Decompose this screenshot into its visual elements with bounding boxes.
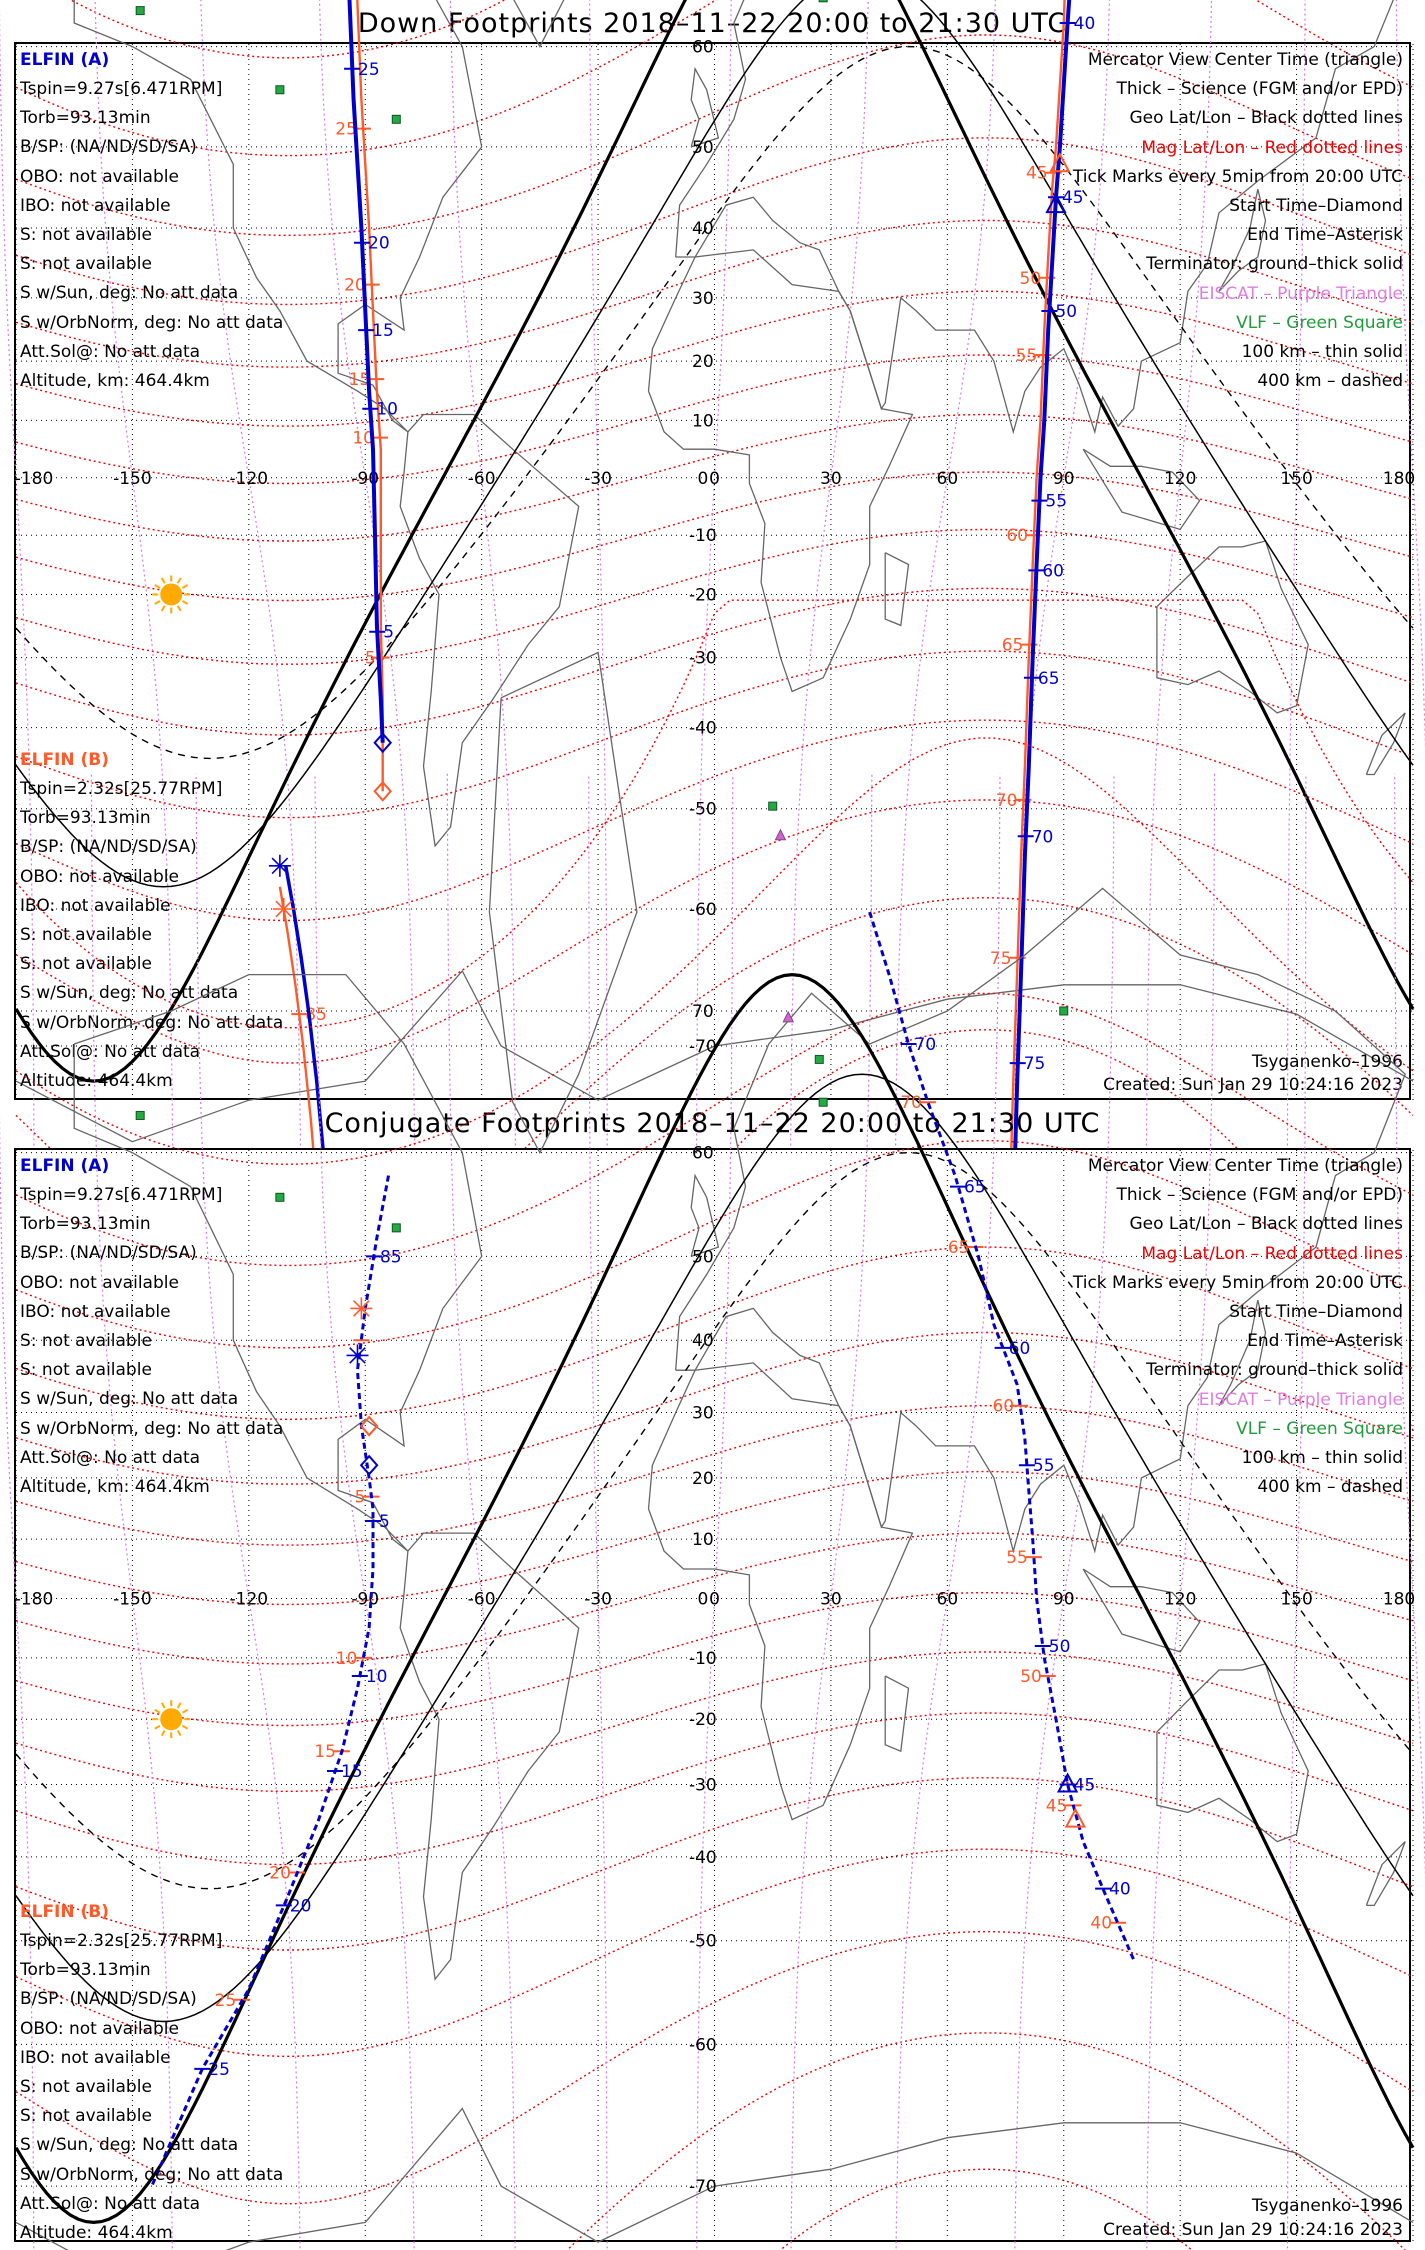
- elfin-b-info-line: IBO: not available: [20, 2047, 171, 2068]
- lat-tick-label: 60: [692, 1143, 714, 1164]
- legend-entry: Start Time–Diamond: [1229, 1302, 1403, 1322]
- coastline: [1083, 1569, 1199, 1652]
- elfin-a-label: ELFIN (A): [20, 50, 110, 70]
- sun-ray: [162, 606, 165, 611]
- lat-tick-label: -50: [688, 799, 717, 820]
- elfin-b-info-line: IBO: not available: [20, 895, 171, 916]
- time-tick-label: 5: [354, 1487, 366, 1508]
- legend-entry: Terminator: ground–thick solid: [1146, 254, 1403, 275]
- elfin-a-info-line: Torb=93.13min: [20, 108, 151, 129]
- elfin-b-info-line: Tspin=2.32s[25.77RPM]: [20, 779, 223, 799]
- sun-ray: [155, 585, 160, 588]
- elfin-a-info-line: S: not available: [20, 254, 152, 275]
- elfin-b-info-line: S w/Sun, deg: No att data: [20, 983, 239, 1004]
- elfin-a-info-line: S w/Sun, deg: No att data: [20, 1389, 239, 1410]
- lat-tick-label: 30: [692, 288, 714, 309]
- elfin-b-info-line: S w/Sun, deg: No att data: [20, 2135, 239, 2156]
- sun-ray: [155, 1726, 160, 1729]
- legend-entry: Mercator View Center Time (triangle): [1087, 50, 1403, 70]
- time-tick-label: 40: [1109, 1879, 1131, 1900]
- lon-tick-label: -150: [113, 1589, 152, 1610]
- sun-icon: [152, 575, 190, 613]
- elfin-b-info-line: B/SP: (NA/ND/SD/SA): [20, 1989, 197, 2010]
- lon-tick-label: 30: [820, 1589, 842, 1610]
- coastline: [885, 553, 908, 626]
- sun-ray: [178, 1730, 181, 1735]
- lat-tick-label: -40: [688, 718, 717, 739]
- time-tick-label: 15: [314, 1742, 336, 1763]
- elfin-a-info-line: S: not available: [20, 1360, 152, 1381]
- model-credit: Tsyganenko–1996: [1251, 1052, 1403, 1072]
- time-tick-label: 55: [1032, 1456, 1055, 1477]
- legend-entry: Mag Lat/Lon – Red dotted lines: [1141, 1243, 1403, 1264]
- time-tick-label: 50: [1048, 1636, 1071, 1657]
- sun-ray: [162, 578, 165, 583]
- coastline: [649, 250, 913, 692]
- elfin-a-info-line: S: not available: [20, 225, 152, 245]
- lat-tick-label: 20: [692, 352, 714, 373]
- coastline: [649, 1363, 913, 1820]
- lon-tick-label: -30: [584, 1589, 612, 1610]
- end-asterisk: [273, 898, 295, 920]
- end-asterisk: [346, 1344, 368, 1366]
- elfin-b-info-line: S w/OrbNorm, deg: No att data: [20, 1012, 284, 1033]
- sun-ray: [178, 578, 181, 583]
- time-tick-label: 20: [344, 275, 366, 296]
- coastline: [1366, 1842, 1405, 1906]
- lon-tick-label: 150: [1280, 468, 1313, 489]
- time-tick-label: 60: [1006, 526, 1028, 547]
- mag-lat-line: [16, 720, 1413, 920]
- elfin-b-label: ELFIN (B): [20, 750, 110, 770]
- elfin-a-label: ELFIN (A): [20, 1156, 110, 1176]
- legend-entry: Start Time–Diamond: [1229, 196, 1403, 216]
- elfin-a-info-line: Altitude, km: 464.4km: [20, 371, 210, 391]
- elfin-a-info-line: Altitude, km: 464.4km: [20, 1477, 210, 1497]
- sun-ray: [162, 1703, 165, 1708]
- legend-entry: 100 km – thin solid: [1241, 1448, 1403, 1468]
- time-tick-label: 10: [352, 428, 374, 449]
- time-tick-label: 25: [208, 2059, 230, 2080]
- lon-tick-label: 120: [1163, 1589, 1197, 1610]
- lon-tick-label: 90: [1052, 468, 1075, 489]
- elfin-a-info-line: OBO: not available: [20, 1272, 179, 1293]
- time-tick-label: 10: [365, 1667, 388, 1688]
- time-tick-label: 55: [1006, 1548, 1028, 1569]
- lat-tick-label: 10: [692, 1530, 714, 1551]
- time-tick-label: 45: [1045, 1796, 1068, 1817]
- lon-tick-label: -120: [229, 1589, 269, 1610]
- elfin-a-info-line: IBO: not available: [20, 1301, 171, 1322]
- lat-tick-label: 40: [692, 218, 714, 239]
- elfin-b-label: ELFIN (B): [20, 1902, 110, 1922]
- lat-tick-label: -40: [688, 1847, 717, 1868]
- vlf-square: [1060, 1007, 1068, 1015]
- sun-ray: [155, 601, 160, 604]
- vlf-square: [769, 802, 777, 810]
- legend-entry: EISCAT – Purple Triangle: [1198, 283, 1403, 304]
- vlf-square: [136, 1111, 144, 1119]
- lat-tick-label: 10: [692, 411, 714, 432]
- lat-tick-label: 50: [692, 1247, 714, 1268]
- time-tick-label: 60: [1042, 561, 1064, 582]
- vlf-square: [276, 1193, 284, 1201]
- end-asterisk: [269, 855, 291, 877]
- elfin-b-info-line: Torb=93.13min: [20, 1960, 151, 1981]
- time-tick-label: 70: [914, 1034, 937, 1055]
- lon-tick-label: 150: [1280, 1589, 1313, 1610]
- coastline: [1366, 713, 1405, 775]
- time-tick-label: 5: [379, 1512, 390, 1533]
- lon-tick-label: -90: [351, 468, 380, 489]
- lat-tick-label: -60: [688, 899, 717, 920]
- mag-lat-line: [16, 288, 1413, 426]
- time-tick-label: 40: [1073, 13, 1096, 34]
- lon-tick-label: 180: [1382, 1589, 1416, 1610]
- lon-tick-label: 60: [936, 468, 959, 489]
- lon-tick-label: 60: [936, 1589, 959, 1610]
- lon-tick-label: -180: [14, 468, 54, 489]
- lat-tick-label: -30: [688, 1775, 717, 1796]
- panel-title: Down Footprints 2018–11–22 20:00 to 21:30 UTC: [357, 8, 1068, 39]
- sun-ray: [155, 1710, 160, 1713]
- lat-tick-label: -70: [688, 1037, 717, 1058]
- time-tick-label: 60: [992, 1396, 1015, 1417]
- elfin-a-info-line: Tspin=9.27s[6.471RPM]: [20, 79, 223, 99]
- lat-tick-label: 0: [697, 1589, 709, 1610]
- time-tick-label: 45: [1026, 163, 1048, 184]
- lon-tick-label: 0: [709, 468, 720, 489]
- lat-tick-label: -70: [688, 2177, 717, 2198]
- lon-tick-label: -120: [229, 468, 269, 489]
- created-timestamp: Created: Sun Jan 29 10:24:16 2023: [1103, 1075, 1403, 1095]
- elfin-a-info-line: Torb=93.13min: [20, 1214, 151, 1235]
- lat-tick-label: -60: [688, 2035, 717, 2056]
- time-tick-label: 75: [1023, 1054, 1046, 1075]
- elfin-b-info-line: Altitude: 464.4km: [20, 2223, 173, 2243]
- legend-entry: End Time–Asterisk: [1247, 225, 1403, 246]
- legend-entry: VLF – Green Square: [1236, 1418, 1403, 1439]
- vlf-square: [276, 86, 284, 94]
- orbit-track: [152, 1176, 389, 2187]
- elfin-b-info-line: Torb=93.13min: [20, 808, 151, 829]
- legend-entry: VLF – Green Square: [1236, 312, 1403, 333]
- sun-ray: [182, 585, 187, 588]
- time-tick-label: 45: [1061, 188, 1084, 209]
- sun-ray: [162, 1730, 165, 1735]
- vlf-square: [136, 7, 144, 15]
- lon-tick-label: -180: [14, 1589, 54, 1610]
- elfin-a-info-line: Att.Sol@: No att data: [20, 341, 201, 362]
- time-tick-label: 50: [1055, 301, 1078, 322]
- elfin-a-info-line: OBO: not available: [20, 166, 179, 187]
- lon-tick-label: 180: [1382, 468, 1416, 489]
- start-diamond: [361, 1456, 377, 1474]
- lat-tick-label: -10: [688, 526, 717, 547]
- vlf-square: [819, 0, 827, 2]
- time-tick-label: 75: [989, 948, 1012, 969]
- coastline: [1157, 541, 1308, 713]
- time-tick-label: 25: [214, 1990, 237, 2011]
- elfin-b-info-line: S: not available: [20, 925, 152, 945]
- created-timestamp: Created: Sun Jan 29 10:24:16 2023: [1103, 2220, 1403, 2240]
- elfin-b-info-line: Att.Sol@: No att data: [20, 1041, 201, 1062]
- vlf-square: [815, 1055, 823, 1063]
- legend-entry: End Time–Asterisk: [1247, 1331, 1403, 1352]
- lat-tick-label: 70: [692, 1001, 714, 1022]
- legend-entry: Thick – Science (FGM and/or EPD): [1116, 1185, 1403, 1206]
- elfin-a-info-line: S w/Sun, deg: No att data: [20, 283, 239, 304]
- time-tick-label: 70: [995, 790, 1018, 811]
- time-tick-label: 50: [1020, 1667, 1042, 1688]
- time-tick-label: 70: [1031, 827, 1054, 848]
- elfin-b-info-line: S w/OrbNorm, deg: No att data: [20, 2164, 284, 2185]
- lat-tick-label: -20: [688, 585, 717, 606]
- legend-entry: 400 km – dashed: [1257, 1477, 1403, 1498]
- legend-entry: Geo Lat/Lon – Black dotted lines: [1129, 1214, 1403, 1235]
- legend-entry: Geo Lat/Lon – Black dotted lines: [1129, 108, 1403, 129]
- sun-disc: [160, 1708, 182, 1730]
- panel-title: Conjugate Footprints 2018–11–22 20:00 to 21:30 UTC: [324, 1108, 1101, 1139]
- elfin-b-info-line: Altitude: 464.4km: [20, 1071, 173, 1091]
- time-tick-label: 55: [1015, 345, 1038, 366]
- legend-entry: Mag Lat/Lon – Red dotted lines: [1141, 137, 1403, 158]
- time-tick-label: 60: [1008, 1338, 1031, 1359]
- sun-ray: [178, 606, 181, 611]
- time-tick-label: 15: [340, 1762, 363, 1783]
- time-tick-label: 5: [364, 648, 376, 669]
- time-tick-label: 65: [1001, 635, 1024, 656]
- lat-tick-label: -50: [688, 1931, 717, 1952]
- vlf-square: [392, 115, 400, 123]
- elfin-b-info-line: Att.Sol@: No att data: [20, 2193, 201, 2214]
- time-tick-label: 65: [964, 1177, 986, 1198]
- lon-tick-label: -60: [467, 1589, 496, 1610]
- elfin-a-info-line: S w/OrbNorm, deg: No att data: [20, 1418, 284, 1439]
- sun-disc: [160, 583, 182, 605]
- lat-tick-label: -30: [688, 648, 717, 669]
- legend-entry: Terminator: ground–thick solid: [1146, 1360, 1403, 1381]
- legend-entry: Mercator View Center Time (triangle): [1087, 1156, 1403, 1176]
- time-tick-label: 10: [335, 1648, 358, 1669]
- model-credit: Tsyganenko–1996: [1251, 2196, 1403, 2216]
- legend-entry: EISCAT – Purple Triangle: [1198, 1389, 1403, 1410]
- lat-tick-label: 60: [692, 37, 714, 58]
- sun-ray: [182, 601, 187, 604]
- time-tick-label: 85: [305, 1005, 327, 1026]
- lon-tick-label: 30: [820, 468, 842, 489]
- elfin-a-info-line: Tspin=9.27s[6.471RPM]: [20, 1185, 223, 1205]
- lat-tick-label: -10: [688, 1648, 717, 1669]
- time-tick-label: 55: [1045, 491, 1068, 512]
- legend-entry: 400 km – dashed: [1257, 371, 1403, 392]
- lat-tick-label: 30: [692, 1403, 714, 1424]
- sun-ray: [182, 1710, 187, 1713]
- lat-tick-label: 40: [692, 1331, 714, 1352]
- sun-ray: [182, 1726, 187, 1729]
- lon-tick-label: -90: [351, 1589, 380, 1610]
- elfin-b-info-line: S: not available: [20, 954, 152, 975]
- time-tick-label: 20: [289, 1896, 312, 1917]
- lat-tick-label: 0: [697, 468, 709, 489]
- time-tick-label: 20: [368, 233, 390, 254]
- lon-tick-label: 0: [709, 1589, 720, 1610]
- time-tick-label: 5: [383, 622, 395, 643]
- lon-tick-label: -30: [584, 468, 612, 489]
- elfin-b-info-line: B/SP: (NA/ND/SD/SA): [20, 837, 197, 858]
- lon-tick-label: 90: [1052, 1589, 1075, 1610]
- time-tick-label: 50: [1019, 268, 1042, 289]
- terminator-line: [16, 0, 1416, 887]
- time-tick-label: 70: [900, 1093, 922, 1114]
- elfin-a-info-line: IBO: not available: [20, 195, 171, 216]
- lat-tick-label: 20: [692, 1468, 714, 1489]
- end-asterisk: [350, 1297, 372, 1319]
- elfin-a-info-line: B/SP: (NA/ND/SD/SA): [20, 1243, 197, 1264]
- elfin-a-info-line: S w/OrbNorm, deg: No att data: [20, 312, 284, 333]
- time-tick-label: 25: [358, 59, 380, 80]
- time-tick-label: 65: [1037, 668, 1060, 689]
- elfin-b-info-line: S: not available: [20, 2077, 152, 2097]
- lat-tick-label: 50: [692, 137, 714, 158]
- coastline: [885, 1676, 908, 1751]
- lon-tick-label: -150: [113, 468, 152, 489]
- elfin-a-info-line: S: not available: [20, 1331, 152, 1351]
- legend-entry: Tick Marks every 5min from 20:00 UTC: [1072, 1272, 1403, 1293]
- mag-lat-line: [16, 1472, 1413, 1605]
- vlf-square: [819, 1098, 827, 1106]
- coastline: [1157, 1664, 1308, 1842]
- time-tick-label: 20: [269, 1863, 291, 1884]
- elfin-b-info-line: OBO: not available: [20, 2018, 179, 2039]
- lon-tick-label: -60: [467, 468, 496, 489]
- elfin-b-info-line: OBO: not available: [20, 866, 179, 887]
- orbit-track: [152, 1176, 389, 2187]
- time-tick-label: 25: [335, 119, 357, 140]
- sun-icon: [152, 1700, 190, 1738]
- lat-tick-label: -20: [688, 1710, 717, 1731]
- elfin-a-info-line: B/SP: (NA/ND/SD/SA): [20, 137, 197, 158]
- time-tick-label: 15: [372, 321, 394, 342]
- elfin-a-info-line: Att.Sol@: No att data: [20, 1447, 201, 1468]
- down-footprints-panel: [0, 0, 1425, 1100]
- time-tick-label: 45: [1073, 1775, 1096, 1796]
- time-tick-label: 10: [376, 399, 398, 420]
- elfin-b-info-line: Tspin=2.32s[25.77RPM]: [20, 1931, 223, 1951]
- legend-entry: 100 km – thin solid: [1241, 342, 1403, 362]
- legend-entry: Tick Marks every 5min from 20:00 UTC: [1072, 166, 1403, 187]
- legend-entry: Thick – Science (FGM and/or EPD): [1116, 79, 1403, 100]
- lon-tick-label: 120: [1163, 468, 1197, 489]
- vlf-square: [392, 1224, 400, 1232]
- time-tick-label: 65: [947, 1238, 970, 1259]
- time-tick-label: 85: [379, 1247, 402, 1268]
- time-tick-label: 15: [348, 370, 371, 391]
- sun-ray: [178, 1703, 181, 1708]
- elfin-b-info-line: S: not available: [20, 2106, 152, 2127]
- time-tick-label: 40: [1090, 1913, 1113, 1934]
